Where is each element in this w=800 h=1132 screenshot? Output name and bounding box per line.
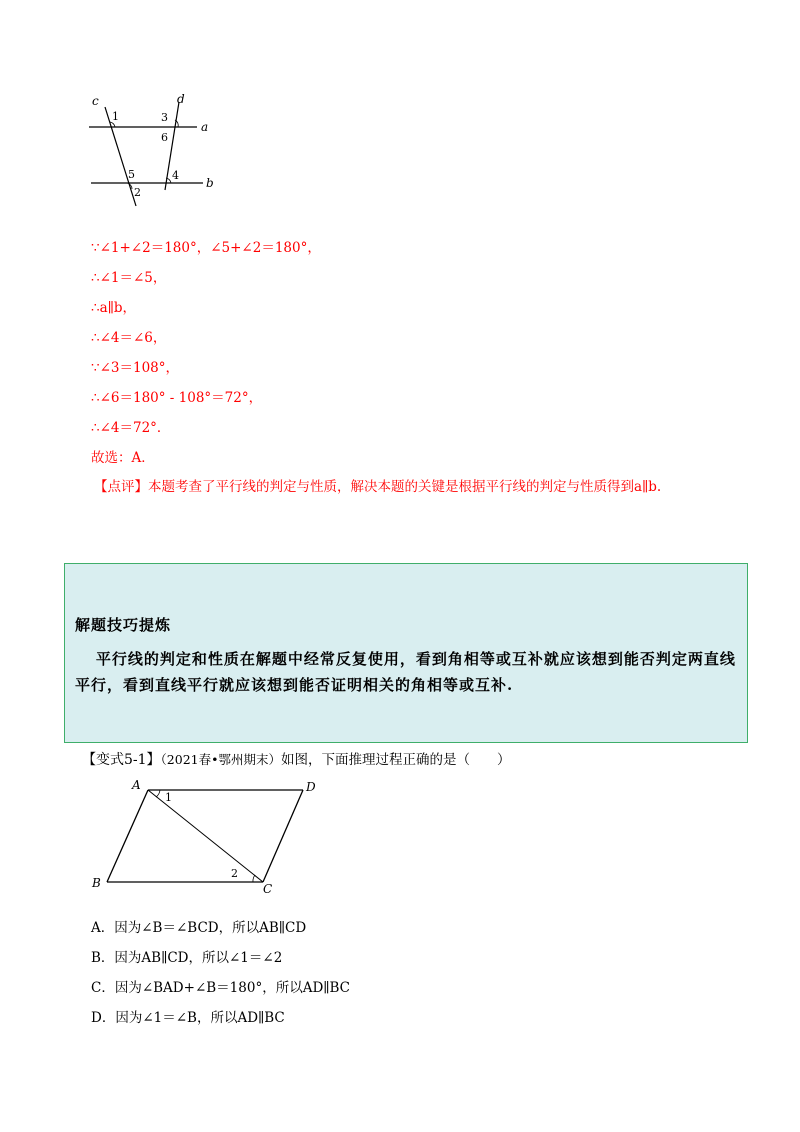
variant-tag: 【变式5-1】 xyxy=(82,752,161,768)
variant-source: （2021春•鄂州期末） xyxy=(160,752,281,767)
label-c: c xyxy=(92,94,99,108)
option-a[interactable]: A．因为∠B＝∠BCD，所以AB∥CD xyxy=(91,920,307,936)
angle-3-label: 3 xyxy=(161,111,168,124)
side-ab xyxy=(107,790,148,882)
option-c[interactable]: C．因为∠BAD+∠B＝180°，所以AD∥BC xyxy=(91,980,351,996)
option-d[interactable]: D．因为∠1＝∠B，所以AD∥BC xyxy=(91,1010,285,1026)
variant-question xyxy=(82,748,510,769)
tips-body: 平行线的判定和性质在解题中经常反复使用，看到角相等或互补就应该想到能否判定两直线平行，看到直线平行就应该想到能否证明相关的角相等或互补. xyxy=(75,650,736,694)
tips-title: 解题技巧提炼 xyxy=(75,616,172,634)
angle-5-label: 5 xyxy=(128,168,135,181)
label-d: d xyxy=(177,92,185,106)
angle-2-label: 2 xyxy=(134,186,141,199)
vertex-a-label: A xyxy=(132,778,141,792)
label-b: b xyxy=(206,176,214,190)
angle-2-label-fig2: 2 xyxy=(231,867,238,880)
solution-line-1: ∵∠1+∠2＝180°，∠5+∠2＝180°， xyxy=(91,240,321,256)
parallelogram-figure xyxy=(88,775,328,895)
variant-question-text: 如图，下面推理过程正确的是（ ） xyxy=(280,752,511,768)
solution-line-6: ∴∠6＝180° - 108°＝72°， xyxy=(91,390,263,406)
parallel-lines-figure xyxy=(85,90,225,212)
vertex-b-label: B xyxy=(92,876,101,890)
solution-line-4: ∴∠4＝∠6， xyxy=(91,330,167,346)
solution-line-5: ∵∠3＝108°， xyxy=(91,360,180,376)
label-a: a xyxy=(201,120,209,134)
solution-line-7: ∴∠4＝72°． xyxy=(91,420,171,436)
line-c xyxy=(105,107,136,206)
side-dc xyxy=(263,790,303,882)
vertex-c-label: C xyxy=(263,882,273,895)
solution-comment: 【点评】本题考查了平行线的判定与性质，解决本题的关键是根据平行线的判定与性质得到a∥b. xyxy=(94,479,662,495)
angle-1-label: 1 xyxy=(112,110,119,123)
vertex-d-label: D xyxy=(306,780,316,794)
solution-line-2: ∴∠1＝∠5， xyxy=(91,270,167,286)
angle-1-label-fig2: 1 xyxy=(165,791,172,804)
angle-4-label: 4 xyxy=(172,169,179,182)
solution-answer: 故选：A． xyxy=(91,450,155,466)
option-b[interactable]: B．因为AB∥CD，所以∠1＝∠2 xyxy=(91,950,283,966)
solution-line-3: ∴a∥b， xyxy=(91,300,137,316)
tips-box xyxy=(64,563,748,743)
angle-6-label: 6 xyxy=(161,131,168,144)
